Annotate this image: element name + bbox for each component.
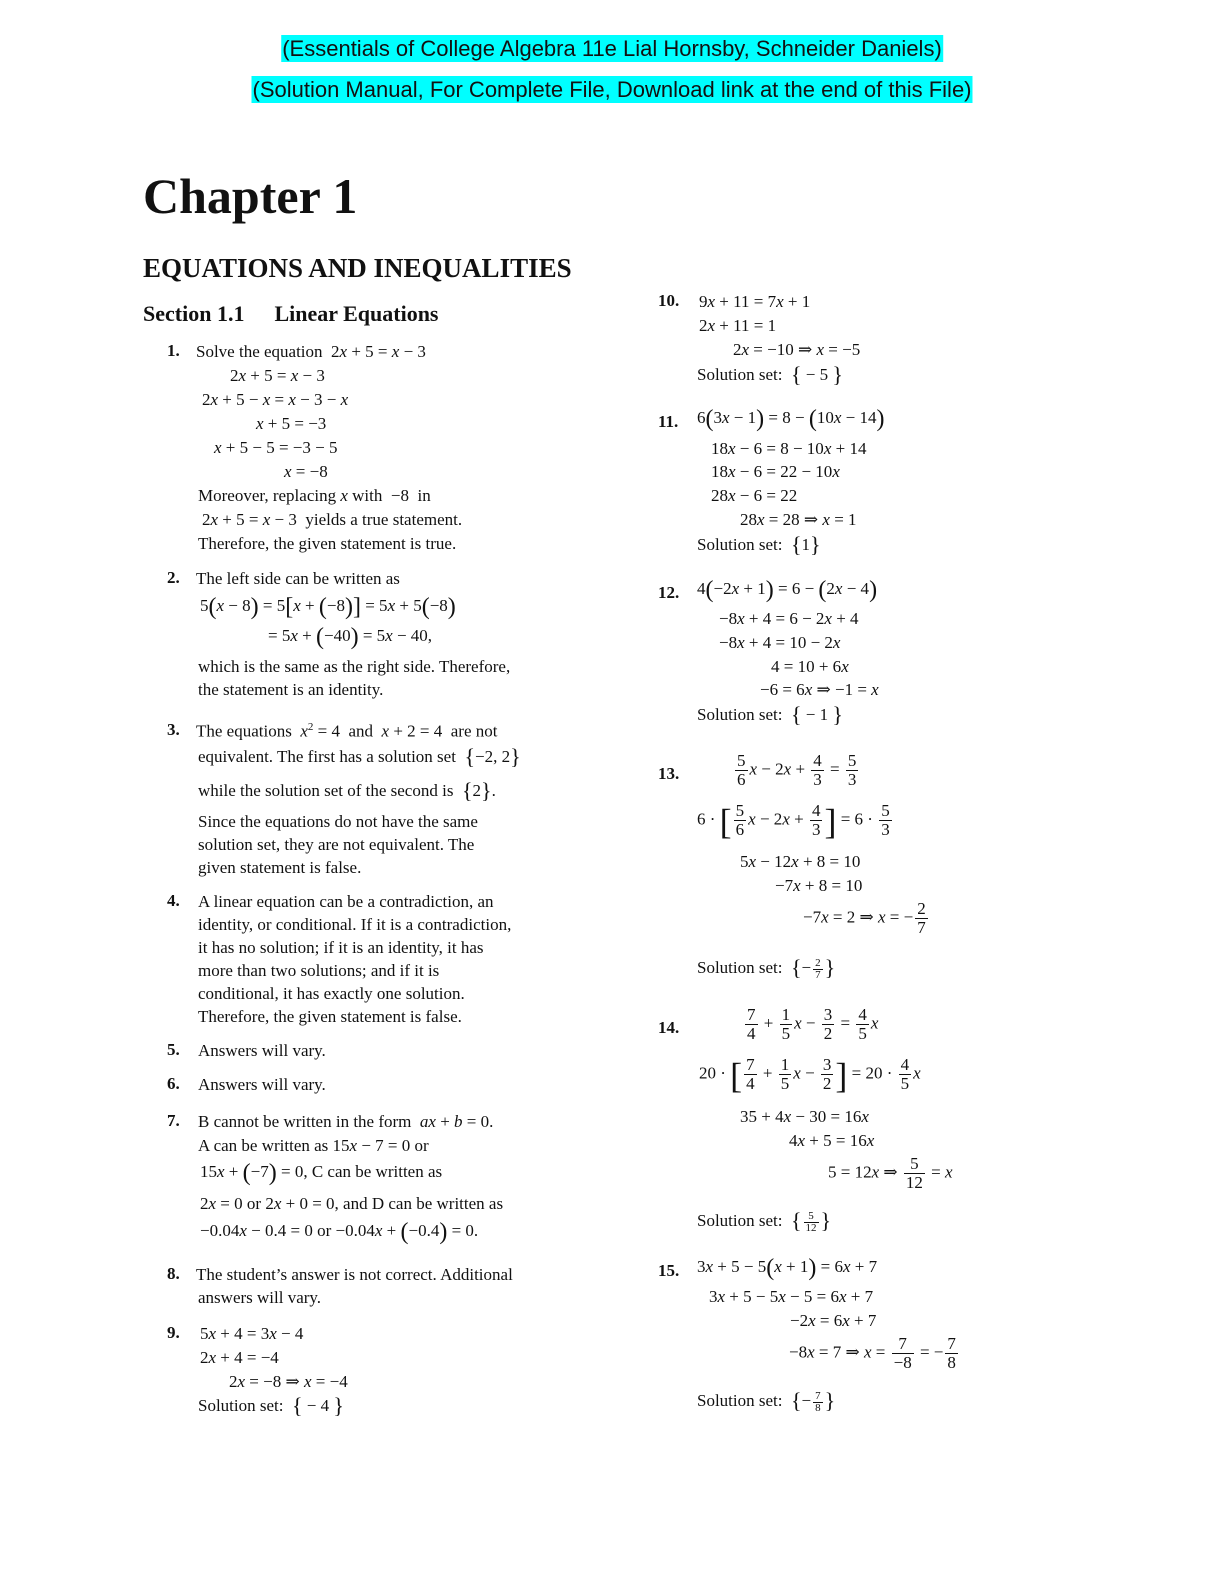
equation-line: −2x = 6x + 7 [790, 1311, 877, 1330]
equation-line: 2x + 5 = x − 3 [230, 366, 325, 385]
section-heading [143, 300, 439, 328]
solution-set: Solution set: { − 1 } [697, 702, 843, 727]
problem-number: 6. [167, 1074, 180, 1093]
equation-line: −7x + 8 = 10 [775, 876, 863, 895]
solution-set: Solution set: {1} [697, 532, 821, 557]
problem-3-text: The equations $x^2 = 4$ and x + 2 = 4 are not [196, 721, 498, 741]
equation-line: $\frac{7}{4}$ + $\frac{1}{5}$ x − $\frac{3}{2}$ = $\frac{4}{5}$ x [747, 1005, 879, 1043]
problem-number: 15. [658, 1261, 680, 1280]
equation-line: −8x + 4 = 6 − 2x + 4 [719, 609, 859, 628]
section-name: Linear Equations [274, 301, 439, 326]
equation-line: 6(3x − 1) = 8 − (10x − 14) [697, 406, 885, 432]
equation-line: = 5x + (−40) = 5x − 40, [268, 624, 433, 650]
equation-line: $\frac{5}{6}$ x − 2x + $\frac{4}{3}$ = $\frac{5}{3}$ [737, 751, 857, 789]
problem-number: 9. [167, 1323, 180, 1342]
problem-number: 3. [167, 720, 180, 739]
part-title: EQUATIONS AND INEQUALITIES [143, 253, 572, 283]
problem-4-line: conditional, it has exactly one solution. [198, 984, 465, 1003]
problem-1-text: Moreover, replacing x with −8 in [198, 486, 431, 505]
problem-2-text: the statement is an identity. [198, 680, 384, 699]
problem-number: 13. [658, 764, 680, 783]
equation-line: −8x = 7 ⇒ x = $\frac{7}{-8}$ = − $\frac{7}{8}$ [789, 1334, 956, 1372]
equation-line: 9x + 11 = 7x + 1 [699, 292, 811, 311]
equation-line: 4(−2x + 1) = 6 − (2x − 4) [697, 577, 878, 603]
problem-3-text: while the solution set of the second is {2}. [198, 778, 496, 803]
equation-line: 28x − 6 = 22 [711, 486, 798, 505]
equation-line: 2x + 5 − x = x − 3 − x [202, 390, 349, 409]
equation-line: x + 5 − 5 = −3 − 5 [214, 438, 338, 457]
problem-2-intro: The left side can be written as [196, 569, 400, 588]
banner-line-1: (Essentials of College Algebra 11e Lial Hornsby, Schneider Daniels) [282, 36, 942, 61]
equation-line: 18x − 6 = 8 − 10x + 14 [711, 439, 867, 458]
equation-line: 35 + 4x − 30 = 16x [740, 1107, 869, 1126]
problem-4-line: A linear equation can be a contradiction, an [198, 892, 494, 911]
problem-3-text: given statement is false. [198, 858, 362, 877]
equation-line: 2x + 11 = 1 [699, 316, 777, 335]
equation-line: −6 = 6x ⇒ −1 = x [760, 680, 879, 699]
chapter-title: Chapter 1 [143, 168, 358, 224]
equation-line: −7x = 2 ⇒ x = − $\frac{2}{7}$ [803, 899, 926, 937]
equation-line: x + 5 = −3 [256, 414, 327, 433]
problem-number: 14. [658, 1018, 680, 1037]
problem-4-line: it has no solution; if it is an identity, it has [198, 938, 484, 957]
equation-line: 2x = −8 ⇒ x = −4 [229, 1372, 348, 1391]
problem-3-text: equivalent. The first has a solution set {−2, 2} [198, 744, 521, 769]
problem-7-text: 15x + (−7) = 0, C can be written as [200, 1160, 443, 1186]
solution-set: Solution set: {− $\frac{7}{8}$ } [697, 1388, 836, 1414]
problem-number: 11. [658, 412, 679, 431]
solution-set: Solution set: {− $\frac{2}{7}$ } [697, 955, 836, 981]
solution-set: Solution set: { − 5 } [697, 362, 843, 387]
solution-set: Solution set: { − 4 } [198, 1393, 344, 1418]
equation-line: 5(x − 8) = 5[x + (−8)] = 5x + 5(−8) [200, 594, 456, 620]
problem-1-text: 2x + 5 = x − 3 yields a true statement. [202, 510, 463, 529]
problem-4-line: Therefore, the given statement is false. [198, 1007, 462, 1026]
problem-number: 4. [167, 891, 180, 910]
equation-line: 5x − 12x + 8 = 10 [740, 852, 861, 871]
solution-set: Solution set: { $\frac{5}{12}$ } [697, 1208, 832, 1234]
section-number: Section 1.1 [143, 301, 245, 326]
problem-7-text: −0.04x − 0.4 = 0 or −0.04x + (−0.4) = 0. [200, 1219, 479, 1245]
equation-line: 5 = 12x ⇒ $\frac{5}{12}$ = x [828, 1154, 953, 1192]
equation-line: 5x + 4 = 3x − 4 [200, 1324, 304, 1343]
problem-number: 10. [658, 291, 680, 310]
problem-4-line: identity, or conditional. If it is a contradiction, [198, 915, 512, 934]
problem-2-text: which is the same as the right side. Therefore, [198, 657, 511, 676]
equation-line: 3x + 5 − 5(x + 1) = 6x + 7 [697, 1255, 878, 1281]
problem-3-text: solution set, they are not equivalent. The [198, 835, 475, 854]
problem-8-text: The student’s answer is not correct. Additional [196, 1265, 513, 1284]
problem-4-line: more than two solutions; and if it is [198, 961, 440, 980]
problem-7-text: B cannot be written in the form ax + b = 0. [198, 1112, 494, 1131]
problem-number: 8. [167, 1264, 180, 1283]
problem-number: 1. [167, 341, 180, 360]
problem-number: 12. [658, 583, 680, 602]
equation-line: 18x − 6 = 22 − 10x [711, 462, 840, 481]
equation-line: 28x = 28 ⇒ x = 1 [740, 510, 857, 529]
problem-5-text: Answers will vary. [198, 1041, 326, 1060]
problem-1-text: Therefore, the given statement is true. [198, 534, 457, 553]
equation-line: 3x + 5 − 5x − 5 = 6x + 7 [709, 1287, 874, 1306]
problem-6-text: Answers will vary. [198, 1075, 326, 1094]
equation-line: 2x = −10 ⇒ x = −5 [733, 340, 861, 359]
equation-line: 4x + 5 = 16x [789, 1131, 875, 1150]
equation-line: −8x + 4 = 10 − 2x [719, 633, 841, 652]
banner-line-2: (Solution Manual, For Complete File, Download link at the end of this File) [252, 77, 972, 102]
equation-line: 4 = 10 + 6x [771, 657, 849, 676]
equation-line: 20 · [ $\frac{7}{4}$ + $\frac{1}{5}$ x − $\frac{3}{2}$ ] = 20 · $\frac{4}{5}$ x [699, 1055, 921, 1096]
problem-7-text: 2x = 0 or 2x + 0 = 0, and D can be written as [200, 1194, 504, 1213]
equation-line: x = −8 [284, 462, 328, 481]
problem-1-intro: Solve the equation 2x + 5 = x − 3 [196, 342, 426, 361]
problem-number: 2. [167, 568, 180, 587]
problem-number: 7. [167, 1111, 180, 1130]
equation-line: 6 · [ $\frac{5}{6}$ x − 2x + $\frac{4}{3}$ ] = 6 · $\frac{5}{3}$ [697, 801, 890, 842]
problem-number: 5. [167, 1040, 180, 1059]
problem-7-text: A can be written as 15x − 7 = 0 or [198, 1136, 429, 1155]
problem-3-text: Since the equations do not have the same [198, 812, 478, 831]
problem-8-text: answers will vary. [198, 1288, 322, 1307]
equation-line: 2x + 4 = −4 [200, 1348, 279, 1367]
